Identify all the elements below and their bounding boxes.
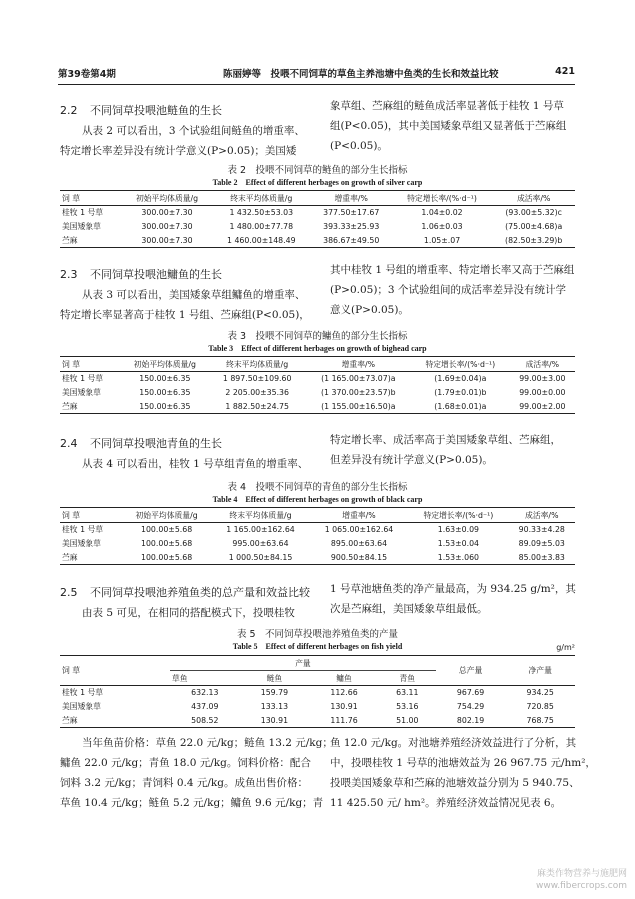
site-watermark: 麻类作物营养与施肥网 www.fibercrops.com: [536, 869, 627, 891]
table-cell: 632.13: [191, 688, 219, 698]
table-cell: 386.67±49.50: [311, 234, 392, 248]
table-cell: 100.00±5.68: [141, 525, 193, 535]
table-cell: 967.69: [456, 688, 485, 698]
table-cell: 1 897.50±109.60: [222, 374, 292, 384]
table-2: 饲 草 初始平均体质量/g 终末平均体质量/g 增重率/% 特定增长率/(%·d⁻¹) 成活率/% 桂牧 1 号草 300.00±7.30 1 432.50±53.03 377.50±17.67 1.04±0.02 (93.00±5.32)c 美国矮象草 300.00±7.30 1 480.00±77.78 393.33±25.93 1.06±0.03 (75.00±4.68)a 苎麻 300.00±7.30 1 460.00±148.49 386.67±49.50 1.05±.07 (82.50±3.29)b: [60, 190, 575, 248]
table-cell: 995.00±63.64: [232, 539, 289, 548]
table-cell: 99.00±3.00: [519, 374, 566, 384]
table-cell: 1 882.50±24.75: [209, 400, 306, 414]
table-cell: 美国矮象草: [62, 539, 101, 548]
table-cell: 150.00±6.35: [121, 400, 209, 414]
table-row: [60, 386, 575, 400]
table-cell: 934.25: [526, 688, 554, 698]
table-cell: 99.00±2.00: [510, 400, 575, 414]
table-cell: 1 432.50±53.03: [229, 208, 294, 218]
table-cell: 508.52: [170, 714, 240, 728]
closing-right-text: 鱼 12.0 元/kg。对池塘养殖经济效益进行了分析，其 中，投喂桂牧 1 号草的池塘效益为 26 967.75 元/hm²， 投喂美国矮象草和苎麻的池塘效益分别为 5 940.75、 11 425.50 元/ hm²。养殖经济效益情况见表 6。: [330, 737, 596, 809]
table-cell: 63.11: [396, 688, 419, 698]
table-row: [60, 400, 575, 414]
article-running-title: 陈丽婷等 投喂不同饲草的草鱼主养池塘中鱼类的生长和效益比较: [223, 69, 499, 80]
table-5-unit: g/m²: [556, 643, 575, 652]
table-cell: 苎麻: [60, 400, 121, 414]
table-cell: 苎麻: [60, 551, 122, 565]
table-cell: 754.29: [456, 702, 485, 711]
table-4-caption: 表 4 投喂不同饲草的青鱼的部分生长指标 Table 4 Effect of different herbages on growth of black carp: [212, 482, 423, 504]
table-cell: 300.00±7.30: [122, 234, 212, 248]
section-2-5-left-text: 由表 5 可见，在相同的搭配模式下，投喂桂牧: [82, 607, 295, 619]
table-cell: 51.00: [379, 714, 436, 728]
table-cell: 90.33±4.28: [518, 525, 565, 535]
table-cell: (1.79±0.01)b: [434, 388, 487, 397]
table-cell: 100.00±5.68: [141, 539, 193, 548]
table-cell: 1 065.00±162.64: [324, 525, 394, 535]
section-2-3-right-text: 其中桂牧 1 号组的增重率、特定增长率又高于苎麻组 (P>0.05)；3 个试验组间的成活率差异没有统计学 意义(P>0.05)。: [330, 264, 575, 316]
table-cell: 300.00±7.30: [141, 208, 193, 218]
table-3: 饲 草 初始平均体质量/g 终末平均体质量/g 增重率/% 特定增长率/(%·d⁻¹) 成活率/% 桂牧 1 号草 150.00±6.35 1 897.50±109.60 (1 165.00±73.07)a (1.69±0.04)a 99.00±3.00 美国矮象草 150.00±6.35 2 205.00±35.36 (1 370.00±23.57)b (1.79±0.01)b 99.00±0.00 苎麻 150.00±6.35 1 882.50±24.75 (1 155.00±16.50)a (1.68±0.01)a 99.00±2.00: [60, 356, 575, 414]
table-cell: (93.00±5.32)c: [505, 208, 562, 218]
table-cell: 437.09: [191, 702, 219, 711]
table-cell: 377.50±17.67: [323, 208, 380, 218]
section-heading-2-4: 2.4 不同饲草投喂池青鱼的生长: [60, 437, 222, 450]
table-cell: 150.00±6.35: [139, 388, 191, 397]
table-cell: 1.05±.07: [392, 234, 493, 248]
table-row: [60, 523, 575, 537]
table-cell: 苎麻: [60, 234, 122, 248]
table-row: [60, 686, 575, 700]
table-cell: 130.91: [330, 702, 358, 711]
table-cell: 300.00±7.30: [141, 222, 193, 231]
table-cell: 桂牧 1 号草: [62, 374, 104, 384]
table-cell: 美国矮象草: [62, 388, 101, 397]
table-cell: (1.68±0.01)a: [411, 400, 510, 414]
table-cell: (1 370.00±23.57)b: [321, 388, 396, 397]
journal-volume: 第39卷第4期: [58, 69, 116, 80]
table-cell: 768.75: [505, 714, 575, 728]
section-2-2-right-text: 象草组、苎麻组的鲢鱼成活率显著低于桂牧 1 号草 组(P<0.05)，其中美国矮象草组又显著低于苎麻组 (P<0.05)。: [330, 100, 567, 152]
table-row: [60, 234, 575, 248]
page-number: 421: [555, 66, 575, 77]
closing-left-text: 当年鱼苗价格：草鱼 22.0 元/kg；鲢鱼 13.2 元/kg； 鳙鱼 22.0 元/kg；青鱼 18.0 元/kg。饲料价格：配合 饲料 3.2 元/kg；青饲料 0.4 元/kg。成鱼出售价格： 草鱼 10.4 元/kg；鲢鱼 5.2 元/kg；鳙鱼 9.6 元/kg；青: [60, 737, 333, 809]
section-heading-2-2: 2.2 不同饲草投喂池鲢鱼的生长: [60, 104, 222, 117]
table-cell: 桂牧 1 号草: [62, 688, 104, 698]
section-heading-2-3: 2.3 不同饲草投喂池鳙鱼的生长: [60, 268, 222, 281]
table-cell: 1 165.00±162.64: [226, 525, 295, 535]
table-cell: (1 165.00±73.07)a: [321, 374, 396, 384]
table-cell: (1.69±0.04)a: [434, 374, 487, 384]
table-cell: 2 205.00±35.36: [225, 388, 289, 397]
table-cell: 1 460.00±148.49: [212, 234, 311, 248]
table-cell: 100.00±5.68: [122, 551, 211, 565]
table-cell: 111.76: [309, 714, 379, 728]
table-cell: 85.00±3.83: [509, 551, 575, 565]
table-2-caption: 表 2 投喂不同饲草的鲢鱼的部分生长指标 Table 2 Effect of different herbages on growth of silver carp: [212, 165, 423, 187]
section-2-4-right-text: 特定增长率、成活率高于美国矮象草组、苎麻组， 但差异没有统计学意义(P>0.05)。: [330, 434, 561, 466]
table-cell: 150.00±6.35: [139, 374, 191, 384]
running-header: [58, 66, 575, 80]
section-2-5-right-text: 1 号草池塘鱼类的净产量最高，为 934.25 g/m²，其 次是苎麻组，美国矮象草组最低。: [330, 583, 576, 615]
table-cell: 393.33±25.93: [323, 222, 380, 231]
table-row: [60, 372, 575, 386]
table-row: [60, 714, 575, 728]
table-cell: 桂牧 1 号草: [62, 208, 104, 218]
section-2-3-left-text: 从表 3 可以看出，美国矮象草组鳙鱼的增重率、 特定增长率显著高于桂牧 1 号组、苎麻组(P<0.05)，: [60, 289, 310, 321]
table-cell: 1.53±.060: [408, 551, 508, 565]
table-cell: 1 480.00±77.78: [229, 222, 294, 231]
table-cell: 1.53±0.04: [437, 539, 480, 548]
table-4: 饲 草 初始平均体质量/g 终末平均体质量/g 增重率/% 特定增长率/(%·d⁻¹) 成活率/% 桂牧 1 号草 100.00±5.68 1 165.00±162.64 1 065.00±162.64 1.63±0.09 90.33±4.28 美国矮象草 100.00±5.68 995.00±63.64 895.00±63.64 1.53±0.04 89.09±5.03 苎麻 100.00±5.68 1 000.50±84.15 900.50±84.15 1.53±.060 85.00±3.83: [60, 507, 575, 565]
table-cell: 苎麻: [60, 714, 170, 728]
table-cell: 159.79: [260, 688, 289, 698]
table-cell: 1 000.50±84.15: [211, 551, 310, 565]
table-5-caption: 表 5 不同饲草投喂池养殖鱼类的产量 Table 5 Effect of different herbages on fish yield: [232, 629, 403, 651]
table-row: [60, 537, 575, 551]
table-3-caption: 表 3 投喂不同饲草的鳙鱼的部分生长指标 Table 3 Effect of different herbages on growth of bighead carp: [208, 331, 427, 353]
table-row: [60, 700, 575, 714]
table-cell: 99.00±0.00: [519, 388, 566, 397]
table-cell: 1.63±0.09: [437, 525, 480, 535]
section-heading-2-5: 2.5 不同饲草投喂池养殖鱼类的总产量和效益比较: [60, 586, 310, 599]
table-cell: 1.06±0.03: [421, 222, 463, 231]
table-cell: 130.91: [240, 714, 310, 728]
table-row: [60, 220, 575, 234]
table-5: 饲 草 产量 总产量 净产量 草鱼 鲢鱼 鳙鱼 青鱼 桂牧 1 号草 632.13 159.79 112.66 63.11 967.69 934.25 美国矮象草 437.09 133.13 130.91 53.16 754.29 720.85 苎麻 508.52 130.91 111.76 51.00 802.19 768.75: [60, 655, 575, 728]
section-2-2-left-text: 从表 2 可以看出，3 个试验组间鲢鱼的增重率、 特定增长率差异没有统计学意义(P>0.05)；美国矮: [60, 125, 305, 157]
section-2-4-left-text: 从表 4 可以看出，桂牧 1 号草组青鱼的增重率、: [82, 458, 309, 470]
table-cell: 1.04±0.02: [421, 208, 463, 218]
table-cell: (75.00±4.68)a: [505, 222, 563, 231]
header-rule: [58, 84, 575, 85]
table-cell: 900.50±84.15: [310, 551, 409, 565]
table-cell: 112.66: [330, 688, 358, 698]
table-cell: 720.85: [526, 702, 554, 711]
table-row: [60, 206, 575, 220]
table-row: [60, 551, 575, 565]
table-cell: (82.50±3.29)b: [492, 234, 575, 248]
table-cell: 133.13: [260, 702, 289, 711]
table-cell: 美国矮象草: [62, 702, 101, 711]
table-cell: 802.19: [436, 714, 506, 728]
table-cell: 美国矮象草: [62, 222, 101, 231]
table-cell: 89.09±5.03: [518, 539, 565, 548]
table-cell: 53.16: [396, 702, 419, 711]
table-cell: 桂牧 1 号草: [62, 525, 104, 535]
table-cell: 895.00±63.64: [330, 539, 388, 548]
table-cell: (1 155.00±16.50)a: [306, 400, 411, 414]
